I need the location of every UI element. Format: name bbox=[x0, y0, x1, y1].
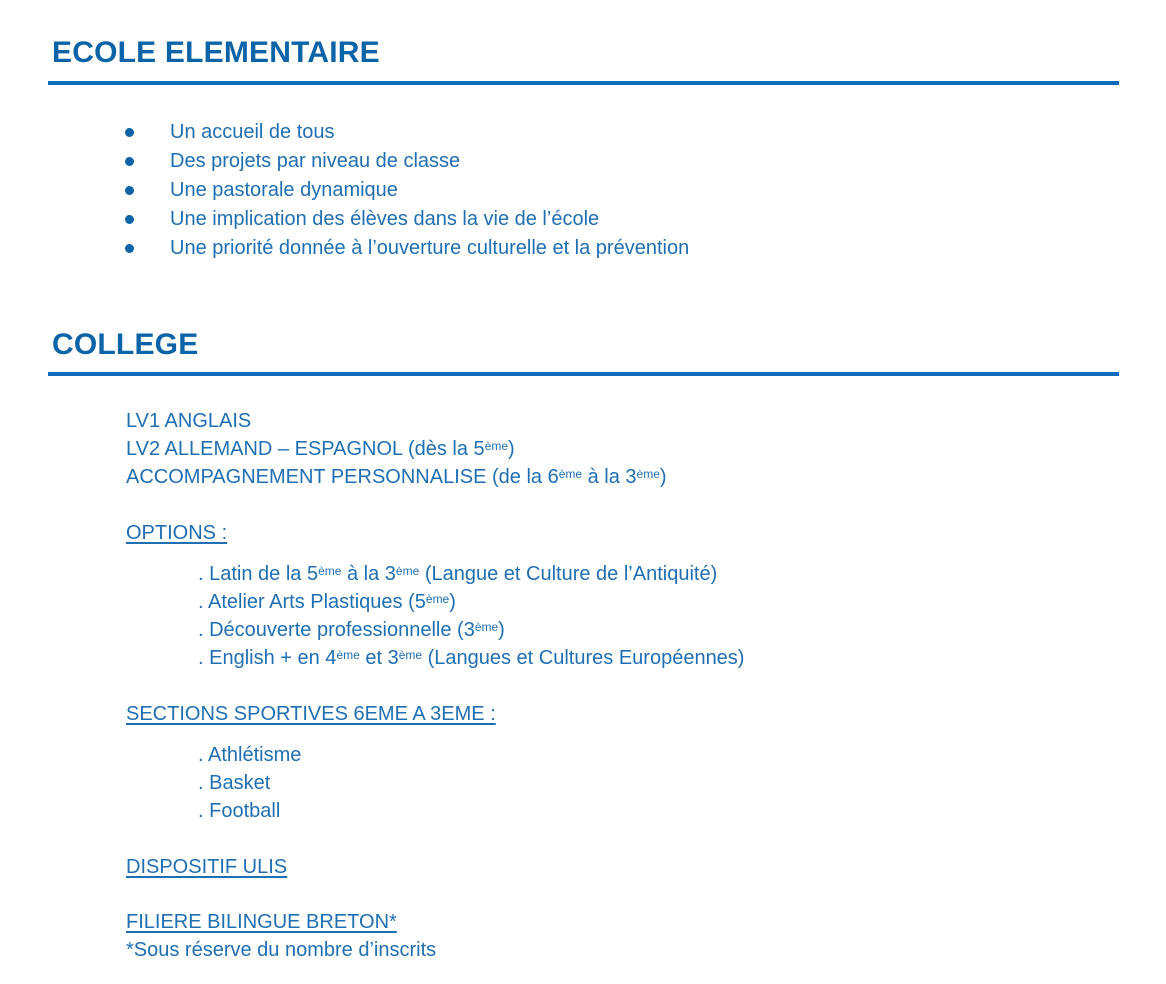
breton-note: *Sous réserve du nombre d’inscrits bbox=[126, 939, 437, 961]
bullet-icon bbox=[125, 215, 134, 224]
sports-heading: SECTIONS SPORTIVES 6EME A 3EME : bbox=[126, 703, 496, 725]
lv1-text: LV1 ANGLAIS bbox=[126, 410, 252, 432]
section-divider-elementary bbox=[48, 81, 1119, 85]
breton-heading: FILIERE BILINGUE BRETON* bbox=[126, 911, 397, 933]
sport-item: . Athlétisme bbox=[198, 744, 302, 766]
list-item: Un accueil de tous bbox=[125, 118, 689, 147]
bullet-icon bbox=[125, 244, 134, 253]
elementary-list bbox=[125, 118, 689, 263]
option-decouverte: . Découverte professionnelle (3ème) bbox=[198, 619, 505, 641]
bullet-icon bbox=[125, 186, 134, 195]
options-heading: OPTIONS : bbox=[126, 522, 228, 544]
lv2-text: LV2 ALLEMAND – ESPAGNOL (dès la 5ème) bbox=[126, 438, 515, 460]
option-english: . English + en 4ème et 3ème (Langues et Cultures Européennes) bbox=[198, 647, 745, 669]
sport-item: . Basket bbox=[198, 772, 271, 794]
bullet-icon bbox=[125, 157, 134, 166]
section-divider-college bbox=[48, 372, 1119, 376]
option-latin: . Latin de la 5ème à la 3ème (Langue et Culture de l’Antiquité) bbox=[198, 563, 718, 585]
list-item: Des projets par niveau de classe bbox=[125, 147, 689, 176]
sport-item: . Football bbox=[198, 800, 281, 822]
section-title-elementary: ECOLE ELEMENTAIRE bbox=[52, 36, 380, 69]
ulis-heading: DISPOSITIF ULIS bbox=[126, 856, 288, 878]
bullet-icon bbox=[125, 128, 134, 137]
list-item: Une pastorale dynamique bbox=[125, 176, 689, 205]
section-title-college: COLLEGE bbox=[52, 328, 199, 361]
list-item: Une priorité donnée à l’ouverture culturelle et la prévention bbox=[125, 234, 689, 263]
accompagnement-text: ACCOMPAGNEMENT PERSONNALISE (de la 6ème à la 3ème) bbox=[126, 466, 667, 488]
option-arts: . Atelier Arts Plastiques (5ème) bbox=[198, 591, 456, 613]
list-item: Une implication des élèves dans la vie de l’école bbox=[125, 205, 689, 234]
